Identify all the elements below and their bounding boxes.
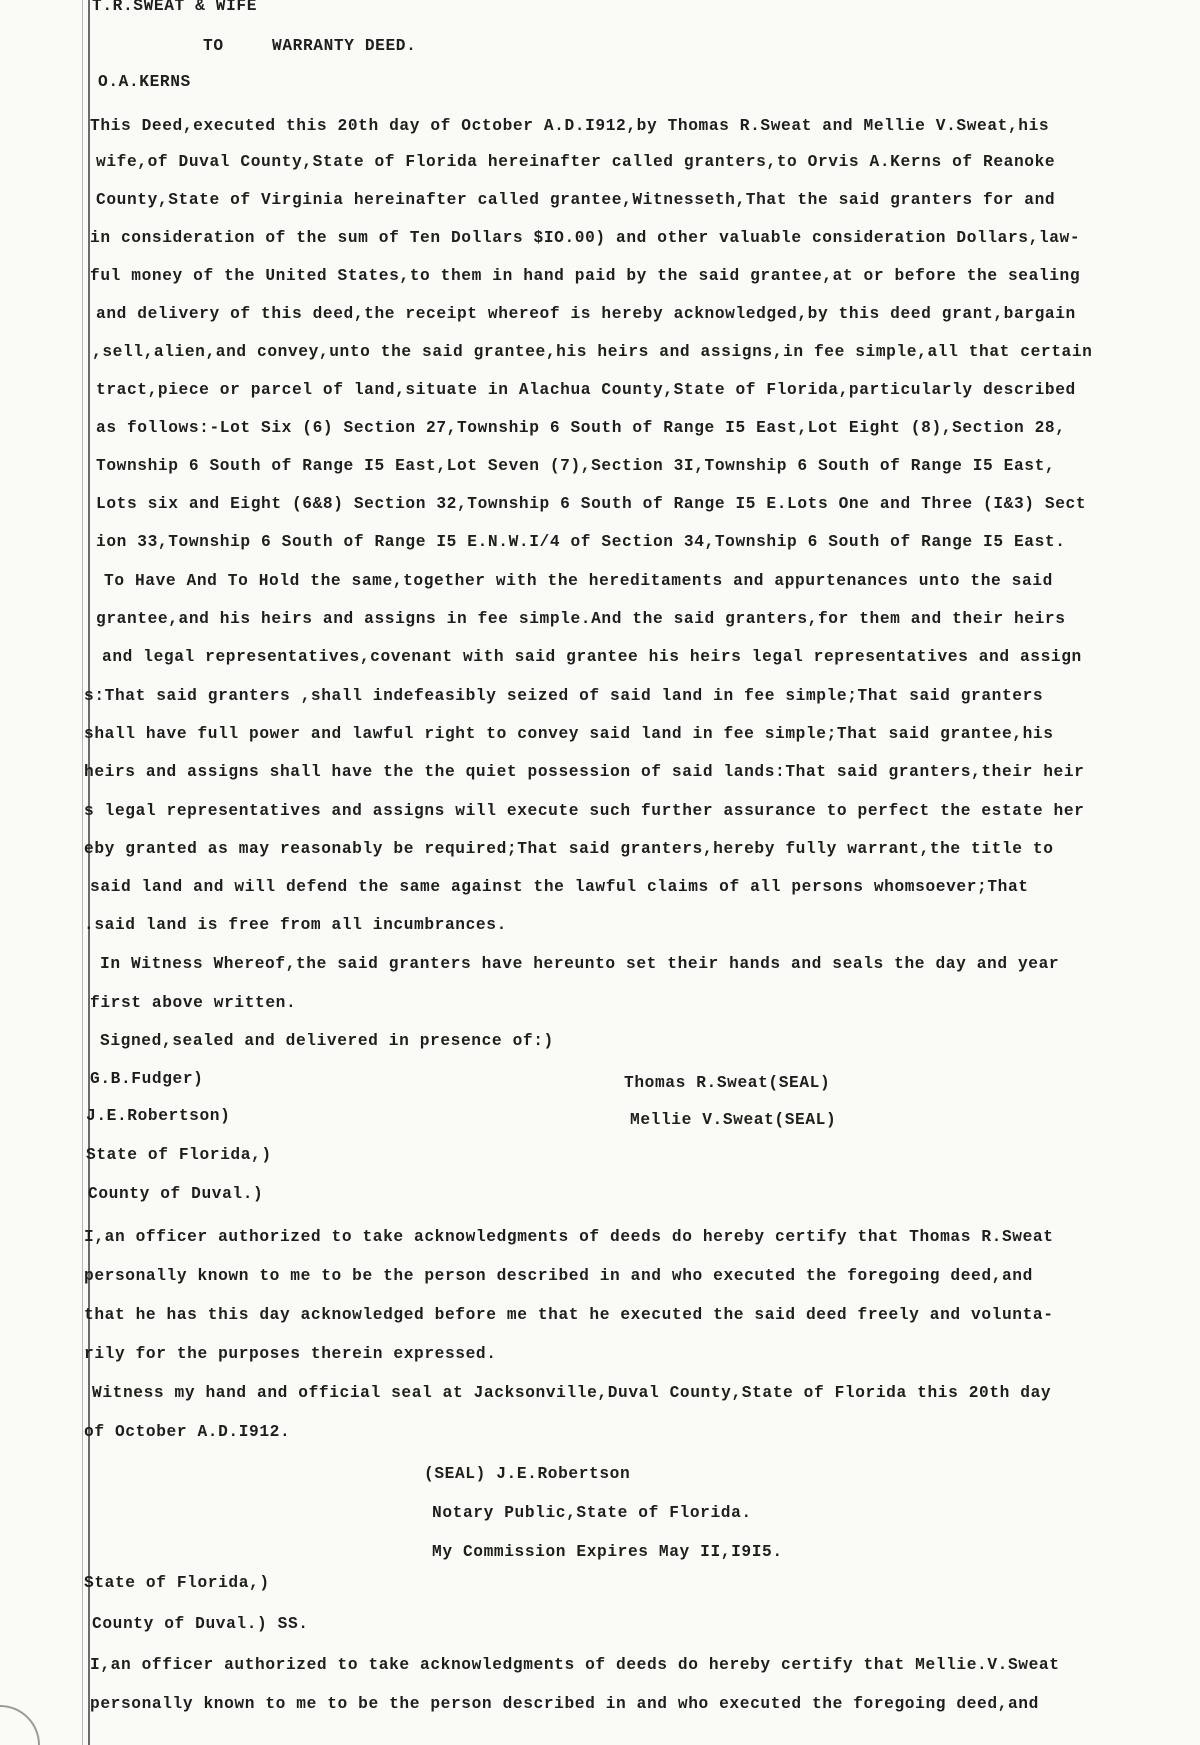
testimonium-line: first above written.	[90, 994, 297, 1012]
body-line: in consideration of the sum of Ten Dollars $IO.00) and other valuable consideration Dollars,law-	[90, 229, 1081, 247]
witness-name: G.B.Fudger)	[90, 1070, 204, 1088]
body-line: wife,of Duval County,State of Florida hereinafter called granters,to Orvis A.Kerns of Reanoke	[96, 153, 1056, 171]
body-line: County,State of Virginia hereinafter called grantee,Witnesseth,That the said granters for and	[96, 191, 1056, 209]
body-line: heirs and assigns shall have the the quiet possession of said lands:That said granters,their heir	[84, 763, 1085, 781]
body-line: eby granted as may reasonably be required;That said granters,hereby fully warrant,the title to	[84, 840, 1054, 858]
body-line: s:That said granters ,shall indefeasibly seized of said land in fee simple;That said granters	[84, 687, 1044, 705]
body-line: This Deed,executed this 20th day of October A.D.I912,by Thomas R.Sweat and Mellie V.Sweat,his	[90, 117, 1050, 135]
venue-state: State of Florida,)	[86, 1146, 272, 1164]
margin-rule	[88, 0, 90, 1745]
body-line: ,sell,alien,and convey,unto the said grantee,his heirs and assigns,in fee simple,all that certain	[92, 343, 1093, 361]
acknowledgment-line: I,an officer authorized to take acknowledgments of deeds do hereby certify that Thomas R.Sweat	[84, 1228, 1054, 1246]
acknowledgment-line: rily for the purposes therein expressed.	[84, 1345, 497, 1363]
body-line: shall have full power and lawful right to convey said land in fee simple;That said grantee,his	[84, 725, 1054, 743]
acknowledgment-line: I,an officer authorized to take acknowledgments of deeds do hereby certify that Mellie.V.Sweat	[90, 1656, 1060, 1674]
grantee-heading: O.A.KERNS	[98, 73, 191, 91]
notary-commission: My Commission Expires May II,I9I5.	[432, 1543, 783, 1561]
body-line: Township 6 South of Range I5 East,Lot Seven (7),Section 3I,Township 6 South of Range I5 East,	[96, 457, 1056, 475]
body-line: s legal representatives and assigns will execute such further assurance to perfect the estate her	[84, 802, 1085, 820]
venue-county: County of Duval.)	[88, 1185, 264, 1203]
body-line: Lots six and Eight (6&8) Section 32,Township 6 South of Range I5 E.Lots One and Three (I&3) Sect	[96, 495, 1087, 513]
to-label: TO	[203, 37, 224, 55]
body-line: ful money of the United States,to them in hand paid by the said grantee,at or before the sealing	[90, 267, 1081, 285]
notary-seal-name: (SEAL) J.E.Robertson	[424, 1465, 631, 1483]
body-line: .said land is free from all incumbrances.	[84, 916, 507, 934]
acknowledgment-line: personally known to me to be the person described in and who executed the foregoing deed,and	[90, 1695, 1039, 1713]
acknowledgment-line: Witness my hand and official seal at Jacksonville,Duval County,State of Florida this 20th day	[92, 1384, 1052, 1402]
body-line: tract,piece or parcel of land,situate in Alachua County,State of Florida,particularly described	[96, 381, 1076, 399]
deed-type-heading: WARRANTY DEED.	[272, 37, 417, 55]
testimonium-line: In Witness Whereof,the said granters have hereunto set their hands and seals the day and year	[100, 955, 1060, 973]
body-line: grantee,and his heirs and assigns in fee simple.And the said granters,for them and their heirs	[96, 610, 1066, 628]
acknowledgment-line: of October A.D.I912.	[84, 1423, 291, 1441]
notary-title: Notary Public,State of Florida.	[432, 1504, 752, 1522]
page-curl-corner	[0, 1705, 40, 1745]
body-line: and legal representatives,covenant with said grantee his heirs legal representatives and assign	[102, 648, 1082, 666]
body-line: and delivery of this deed,the receipt whereof is hereby acknowledged,by this deed grant,bargain	[96, 305, 1076, 323]
body-line: as follows:-Lot Six (6) Section 27,Township 6 South of Range I5 East,Lot Eight (8),Section 28,	[96, 419, 1066, 437]
margin-rule-light	[82, 0, 83, 1745]
body-line: ion 33,Township 6 South of Range I5 E.N.W.I/4 of Section 34,Township 6 South of Range I5 East.	[96, 533, 1066, 551]
acknowledgment-line: personally known to me to be the person described in and who executed the foregoing deed,and	[84, 1267, 1033, 1285]
venue-state: State of Florida,)	[84, 1574, 270, 1592]
body-line: To Have And To Hold the same,together with the hereditaments and appurtenances unto the said	[104, 572, 1053, 590]
grantor-signature: Thomas R.Sweat(SEAL)	[624, 1074, 831, 1092]
grantor-heading: T.R.SWEAT & WIFE	[92, 0, 258, 15]
acknowledgment-line: that he has this day acknowledged before me that he executed the said deed freely and volunta-	[84, 1306, 1054, 1324]
attestation-line: Signed,sealed and delivered in presence of:)	[100, 1032, 554, 1050]
grantor-signature: Mellie V.Sweat(SEAL)	[630, 1111, 837, 1129]
body-line: said land and will defend the same against the lawful claims of all persons whomsoever;That	[90, 878, 1029, 896]
witness-name: J.E.Robertson)	[86, 1107, 231, 1125]
venue-county: County of Duval.) SS.	[92, 1615, 309, 1633]
